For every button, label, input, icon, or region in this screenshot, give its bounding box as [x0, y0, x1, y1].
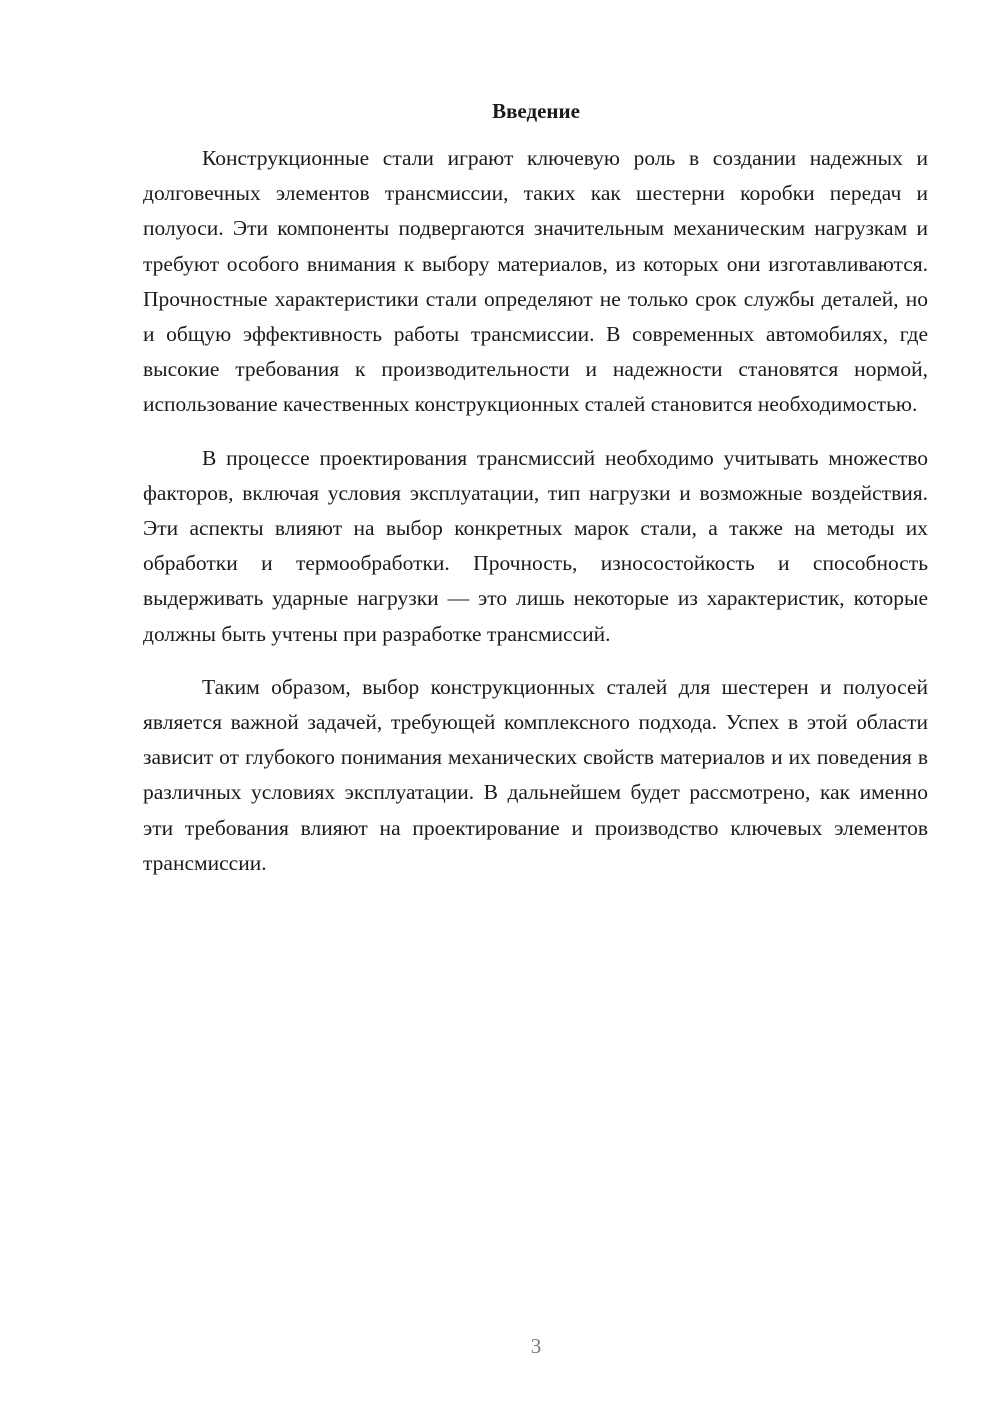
paragraph-2: В процессе проектирования трансмиссий необходимо учитывать множество факторов, включая условия эксплуатации, тип нагрузки и возможные воздействия. Эти аспекты влияют на выбор конкретных марок стали, а также на методы их обработки и термообработки. Прочность, износостойкость и способность выдерживать ударные нагрузки — это лишь некоторые из характеристик, которые должны быть учтены при разработке трансмиссий. — [143, 445, 928, 646]
paragraph-1: Конструкционные стали играют ключевую роль в создании надежных и долговечных элементов трансмиссии, таких как шестерни коробки передач и полуоси. Эти компоненты подвергаются значительным механическим нагрузкам и требуют особого внимания к выбору материалов, из которых они изготавливаются. Прочностные характеристики стали определяют не только срок службы деталей, но и общую эффективность работы трансмиссии. В современных автомобилях, где высокие требования к производительности и надежности становятся нормой, использование качественных конструкционных сталей становится необходимостью. — [143, 146, 928, 417]
body-text — [143, 141, 928, 881]
section-heading: Введение — [492, 99, 580, 123]
page-number: 3 — [530, 1334, 542, 1358]
paragraph-3: Таким образом, выбор конструкционных сталей для шестерен и полуосей является важной задачей, требующей комплексного подхода. Успех в этой области зависит от глубокого понимания механических свойств материалов и их поведения в различных условиях эксплуатации. В дальнейшем будет рассмотрено, как именно эти требования влияют на проектирование и производство ключевых элементов трансмиссии. — [143, 674, 928, 875]
